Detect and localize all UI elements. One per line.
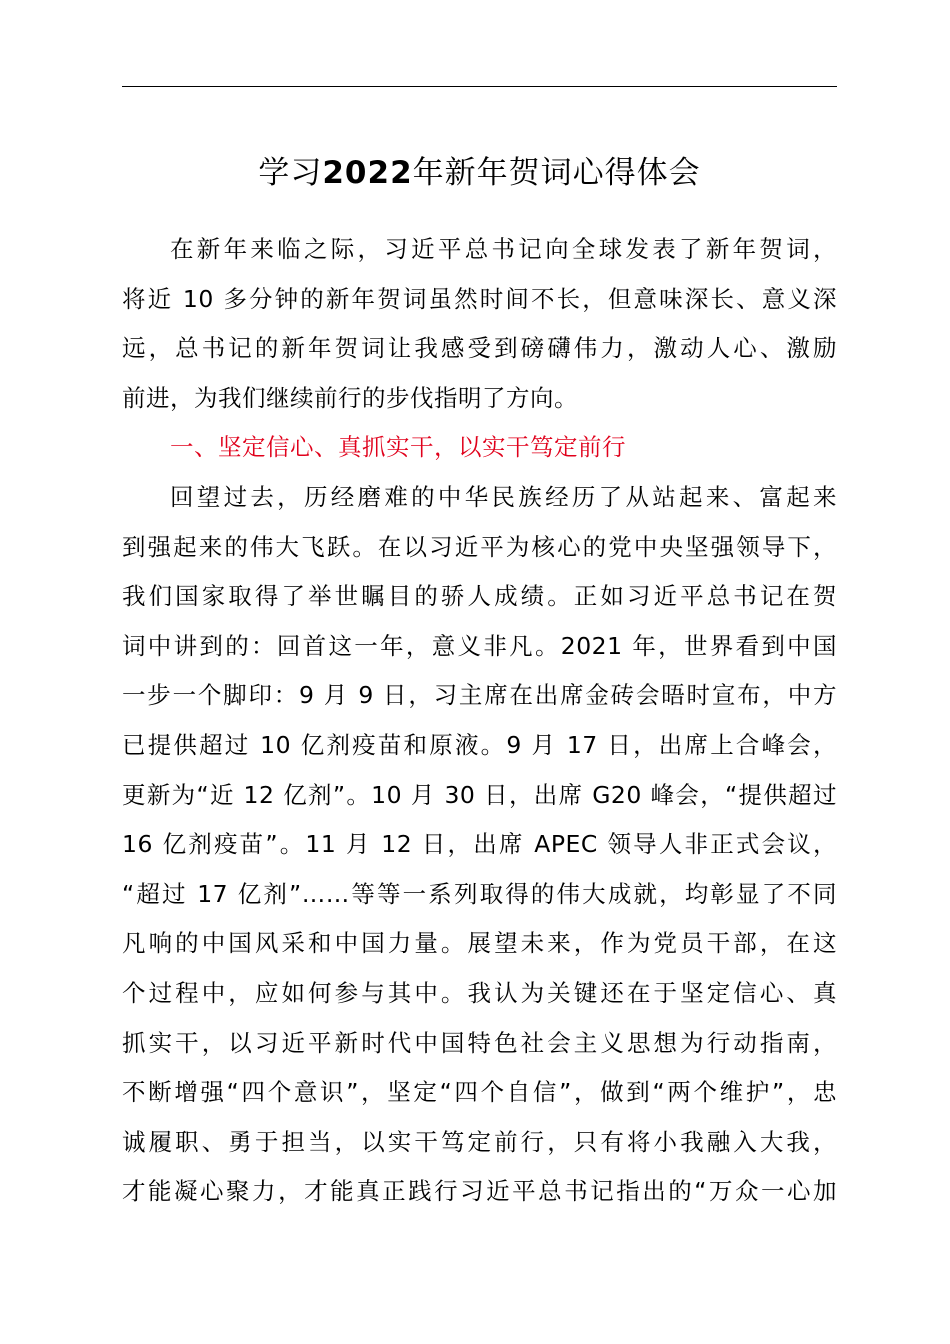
paragraph-line: 在新年来临之际，习近平总书记向全球发表了新年贺词， (170, 235, 837, 263)
paragraph-line: 我们国家取得了举世瞩目的骄人成绩。正如习近平总书记在贺 (122, 582, 837, 611)
paragraph-line: 更新为“近 12 亿剂”。10 月 30 日，出席 G20 峰会，“提供超过 (122, 780, 837, 809)
paragraph-line: “超过 17 亿剂”……等等一系列取得的伟大成就，均彰显了不同 (122, 879, 837, 908)
document-title (122, 148, 837, 198)
paragraph-line: 个过程中，应如何参与其中。我认为关键还在于坚定信心、真 (122, 978, 837, 1007)
title-prefix: 学习 (258, 155, 323, 191)
paragraph-line: 不断增强“四个意识”，坚定“四个自信”，做到“两个维护”，忠 (122, 1078, 837, 1107)
title-suffix: 年新年贺词心得体会 (412, 155, 701, 191)
paragraph-line: 远，总书记的新年贺词让我感受到磅礴伟力，激动人心、激励 (122, 334, 837, 363)
paragraph-line: 前进，为我们继续前行的步伐指明了方向。 (122, 383, 578, 412)
section-heading-1: 一、坚定信心、真抓实干，以实干笃定前行 (170, 433, 626, 461)
header-rule (122, 86, 837, 87)
paragraph-section-1 (122, 473, 837, 1217)
paragraph-line: 诚履职、勇于担当，以实干笃定前行，只有将小我融入大我， (122, 1127, 837, 1156)
paragraph-line: 16 亿剂疫苗”。11 月 12 日，出席 APEC 领导人非正式会议， (122, 830, 837, 859)
paragraph-line: 才能凝心聚力，才能真正践行习近平总书记指出的“万众一心加 (122, 1177, 837, 1206)
paragraph-line: 词中讲到的：回首这一年，意义非凡。2021 年，世界看到中国 (122, 631, 837, 660)
paragraph-intro (122, 225, 837, 423)
title-year: 2022 (322, 155, 413, 191)
paragraph-line: 回望过去，历经磨难的中华民族经历了从站起来、富起来 (170, 483, 837, 511)
paragraph-line: 抓实干，以习近平新时代中国特色社会主义思想为行动指南， (122, 1028, 837, 1057)
paragraph-line: 将近 10 多分钟的新年贺词虽然时间不长，但意味深长、意义深 (122, 284, 837, 313)
paragraph-line: 到强起来的伟大飞跃。在以习近平为核心的党中央坚强领导下， (122, 532, 837, 561)
paragraph-line: 凡响的中国风采和中国力量。展望未来，作为党员干部，在这 (122, 929, 837, 958)
paragraph-line: 已提供超过 10 亿剂疫苗和原液。9 月 17 日，出席上合峰会， (122, 730, 837, 759)
paragraph-line: 一步一个脚印：9 月 9 日，习主席在出席金砖会晤时宣布，中方 (122, 681, 837, 710)
